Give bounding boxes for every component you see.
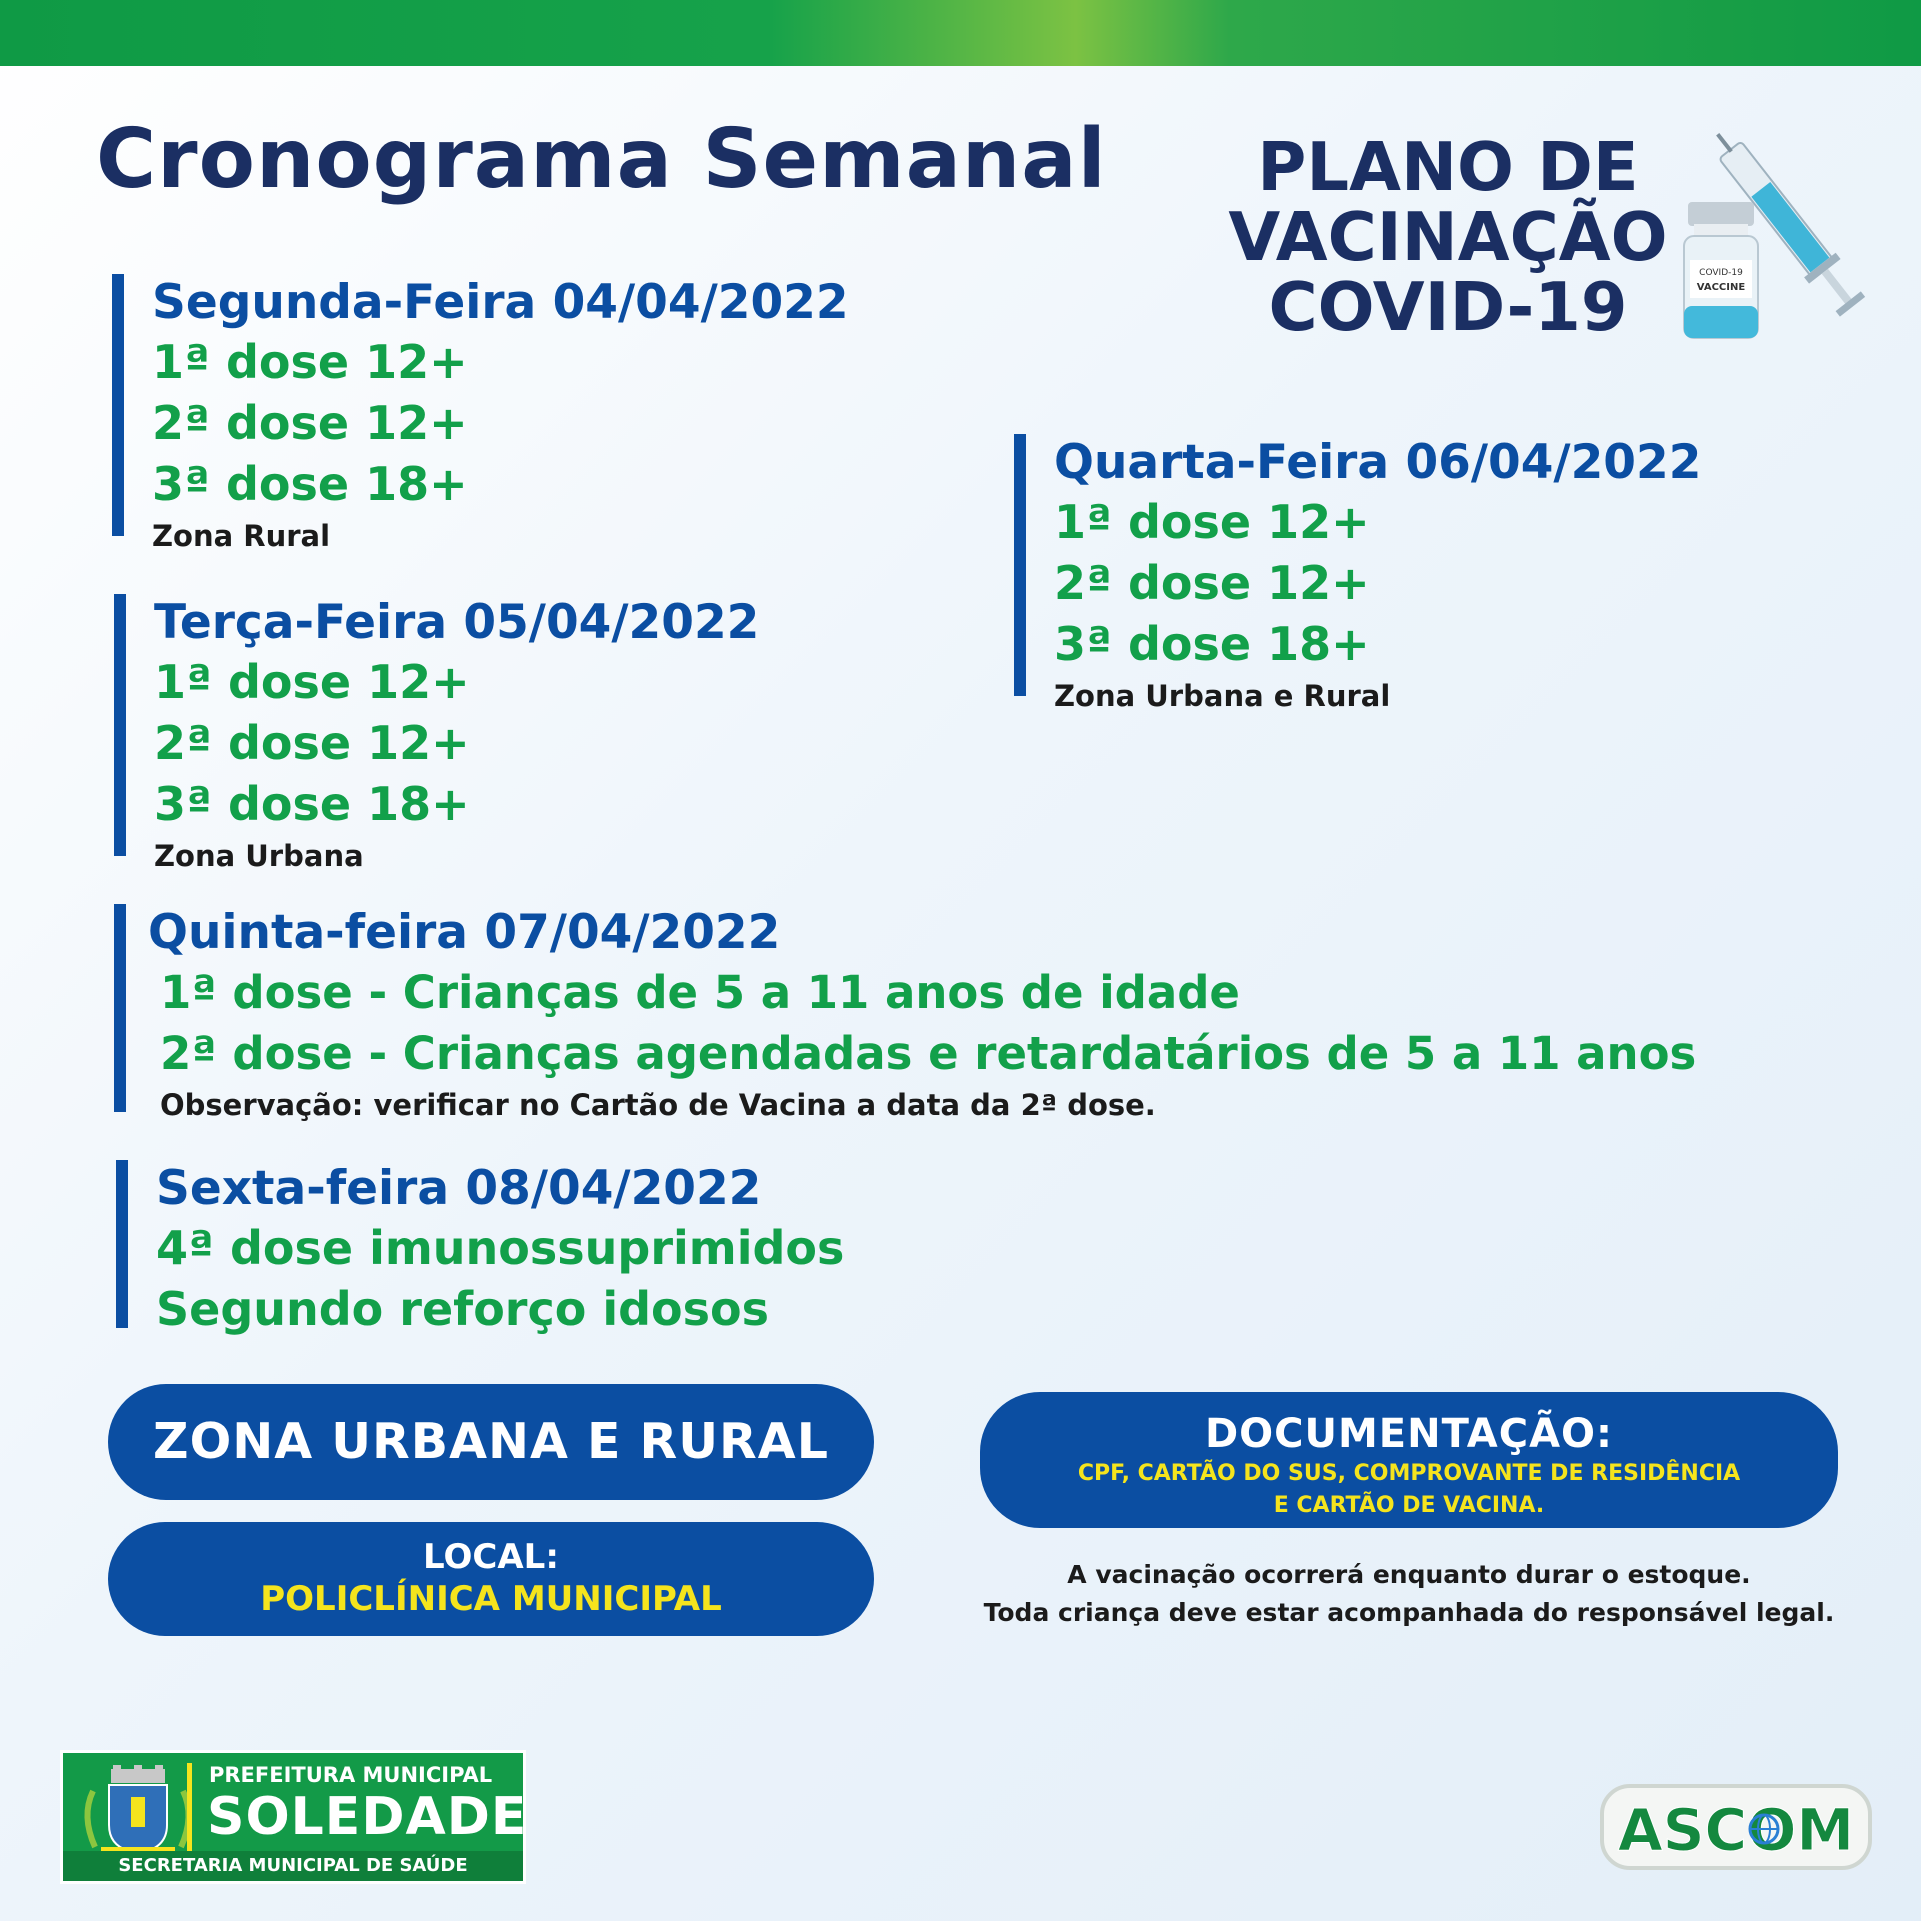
documentacao-label: DOCUMENTAÇÃO: [1204,1411,1614,1457]
municipal-crest-icon [73,1761,223,1857]
schedule-terca [114,594,760,873]
day-heading: Segunda-Feira 04/04/2022 [152,275,849,330]
schedule-segunda [112,274,849,553]
note-line-2: Toda criança deve estar acompanhada do responsável legal. [983,1598,1835,1627]
observation-note: Observação: verificar no Cartão de Vacina a data da 2ª dose. [160,1088,1156,1122]
dose-line: 1ª dose 12+ [152,335,468,389]
zone-label: Zona Urbana e Rural [1054,679,1391,713]
plano-line-2: VACINAÇÃO [1228,198,1668,276]
zone-label: Zona Urbana [154,839,364,873]
secretaria-label: SECRETARIA MUNICIPAL DE SAÚDE [63,1851,523,1881]
plano-vacinacao-heading [1218,128,1678,346]
dose-line: 4ª dose imunossuprimidos [156,1221,845,1275]
ascom-logo [1600,1784,1872,1870]
dose-line: 2ª dose 12+ [154,716,470,770]
vaccine-label-line-2: VACCINE [1696,282,1746,293]
local-label: LOCAL: [423,1537,559,1577]
prefeitura-logo [60,1750,526,1884]
prefeitura-label: PREFEITURA MUNICIPAL [209,1763,493,1787]
zona-pill-label: ZONA URBANA E RURAL [153,1413,829,1470]
plano-line-1: PLANO DE [1257,128,1639,206]
local-value: POLICLÍNICA MUNICIPAL [260,1579,722,1619]
vaccine-label-line-1: COVID-19 [1699,268,1743,278]
schedule-sexta [116,1160,845,1336]
dose-line: 3ª dose 18+ [152,457,468,511]
ascom-wordmark: ASCOM [1617,1796,1855,1864]
dose-line: 1ª dose 12+ [1054,495,1370,549]
zone-label: Zona Rural [152,519,331,553]
dose-line: Segundo reforço idosos [156,1282,770,1336]
ascom-globe-icon [1604,1788,1868,1866]
dose-line: 1ª dose - Crianças de 5 a 11 anos de idade [160,966,1240,1019]
day-heading: Terça-Feira 05/04/2022 [154,595,760,650]
plano-line-3: COVID-19 [1268,268,1628,346]
day-heading: Quarta-Feira 06/04/2022 [1054,435,1702,490]
dose-line: 3ª dose 18+ [154,777,470,831]
local-pill [108,1522,874,1636]
note-line-1: A vacinação ocorrerá enquanto durar o estoque. [1067,1560,1751,1589]
documentacao-pill [980,1392,1838,1528]
top-green-banner [0,0,1921,66]
dose-line: 1ª dose 12+ [154,655,470,709]
city-name: SOLEDADE [207,1787,528,1847]
documentacao-line-1: CPF, CARTÃO DO SUS, COMPROVANTE DE RESIDÊNCIA [1077,1461,1741,1486]
page-title: Cronograma Semanal [96,112,1107,207]
schedule-quarta [1014,434,1702,713]
day-heading: Sexta-feira 08/04/2022 [156,1161,762,1216]
documentacao-line-2: E CARTÃO DE VACINA. [1273,1493,1545,1518]
footer-notes [980,1556,1838,1632]
day-heading: Quinta-feira 07/04/2022 [148,905,781,960]
schedule-quinta [114,904,1697,1122]
zona-pill [108,1384,874,1500]
vaccine-syringe-icon [1680,110,1870,340]
logo-divider [187,1763,192,1855]
dose-line: 2ª dose 12+ [152,396,468,450]
dose-line: 2ª dose 12+ [1054,556,1370,610]
dose-line: 2ª dose - Crianças agendadas e retardatários de 5 a 11 anos [160,1027,1697,1080]
dose-line: 3ª dose 18+ [1054,617,1370,671]
